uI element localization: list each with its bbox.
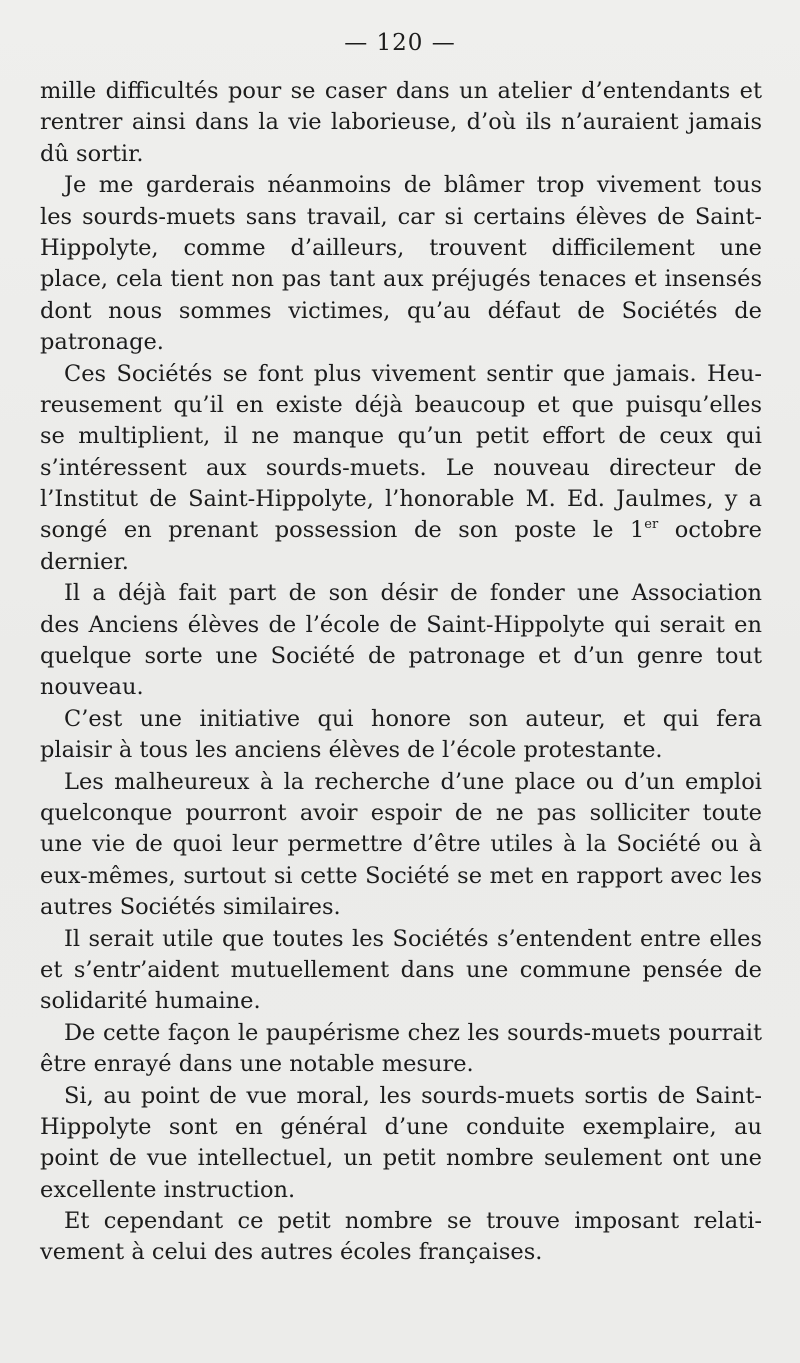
text-line: solidarité humaine. [40,988,261,1015]
text-line: Si, au point de vue moral, les sourds-muets sortis de Saint- [64,1082,762,1109]
text-line: mille difficultés pour se caser dans un atelier d’entendants et [40,78,762,104]
text-line: l’Institut de Saint-Hippolyte, l’honorable M. Ed. Jaulmes, y a [40,486,762,513]
text-line: une vie de quoi leur permettre d’être utiles à la Société ou à [40,831,762,858]
text-line: Il serait utile que toutes les Sociétés s’entendent entre elles [64,925,762,952]
text-line: reusement qu’il en existe déjà beaucoup et que puisqu’elles [40,391,762,418]
text-line: De cette façon le paupérisme chez les sourds-muets pourrait [64,1019,762,1046]
text-line: Je me garderais néanmoins de blâmer trop vivement tous [64,172,762,199]
text-line: Hippolyte sont en général d’une conduite exemplaire, au [40,1113,762,1140]
text-line: des Anciens élèves de l’école de Saint-Hippolyte qui serait en [40,611,762,638]
text-line: autres Sociétés similaires. [40,894,341,921]
text-line: être enrayé dans une notable mesure. [40,1051,474,1078]
text-line-part: songé en prenant possession de son poste le 1 [40,517,645,544]
text-line: Hippolyte, comme d’ailleurs, trouvent difficilement une [40,234,762,261]
text-line: point de vue intellectuel, un petit nombre seulement ont une [40,1145,762,1172]
text-line: dû sortir. [40,140,144,167]
text-line: se multiplient, il ne manque qu’un petit effort de ceux qui [40,423,762,450]
text-line: place, cela tient non pas tant aux préjugés tenaces et insensés [40,266,762,293]
text-line: quelconque pourront avoir espoir de ne pas solliciter toute [40,799,762,826]
text-line: les sourds-muets sans travail, car si certains élèves de Saint- [40,203,762,230]
text-line: vement à celui des autres écoles françaises. [40,1239,543,1266]
text-line: excellente instruction. [40,1176,296,1203]
text-line: Ces Sociétés se font plus vivement sentir que jamais. Heu- [64,360,762,387]
page-number: — 120 — [344,30,456,56]
body-text [40,76,762,1269]
text-line [40,515,762,546]
text-line: nouveau. [40,674,144,701]
text-line: C’est une initiative qui honore son auteur, et qui fera [64,705,762,732]
text-line: Et cependant ce petit nombre se trouve imposant relati- [64,1208,762,1235]
text-line: dernier. [40,548,129,575]
text-line: Les malheureux à la recherche d’une place ou d’un emploi [64,768,762,795]
text-line: rentrer ainsi dans la vie laborieuse, d’où ils n’auraient jamais [40,109,762,136]
text-line: plaisir à tous les anciens élèves de l’école protestante. [40,737,663,764]
text-line: Il a déjà fait part de son désir de fonder une Association [64,580,762,607]
text-line: s’intéressent aux sourds-muets. Le nouveau directeur de [40,454,762,481]
text-line: eux-mêmes, surtout si cette Société se met en rapport avec les [40,862,762,889]
text-line: dont nous sommes victimes, qu’au défaut de Sociétés de [40,297,762,324]
text-line: quelque sorte une Société de patronage et d’un genre tout [40,643,762,670]
text-line: patronage. [40,329,164,356]
text-line: et s’entr’aident mutuellement dans une commune pensée de [40,956,762,983]
text-line-part: octobre [658,517,762,544]
ordinal-superscript: er [644,517,659,533]
